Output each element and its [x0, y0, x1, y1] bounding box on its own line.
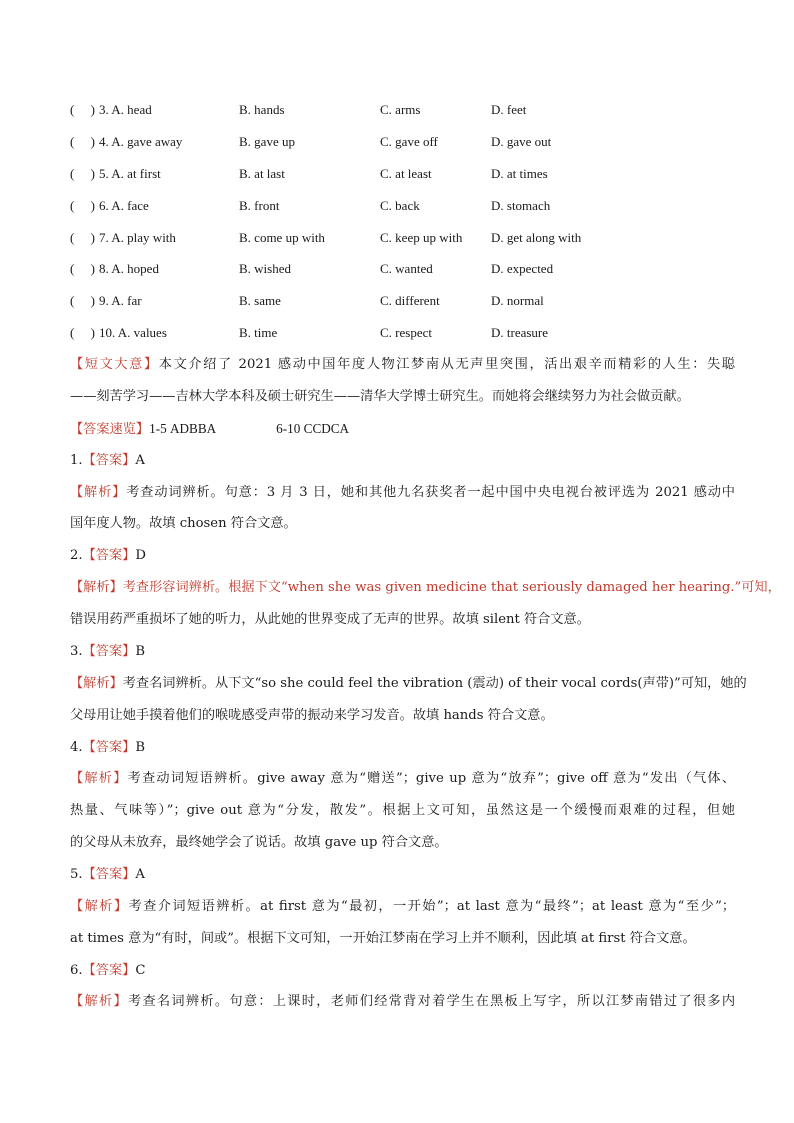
- explanation-line: 【解析】考查介词短语辨析。at first 意为“最初，一开始”；at last 意为“最终”；at least 意为“至少”；: [70, 899, 736, 914]
- answer-label: 1.【答案】A: [70, 453, 145, 468]
- explanation-line: 热量、气味等）”；give out 意为“分发，散发”。根据上文可知，虽然这是一个缓慢而艰难的过程，但她: [70, 803, 735, 818]
- explanation-tag: 【解析】: [70, 994, 128, 1009]
- option-c: C. different: [380, 293, 440, 308]
- explanation-line: 【解析】考查名词辨析。从下文“so she could feel the vibration (震动) of their vocal cords(声带)”可知，她的: [70, 676, 747, 691]
- answer-blank: ( ): [70, 198, 95, 213]
- explanation-line: 父母用让她手摸着他们的喉咙感受声带的振动来学习发音。故填 hands 符合文意。: [70, 708, 554, 723]
- option-b: B. gave up: [239, 134, 295, 149]
- option-a: 7. A. play with: [99, 230, 176, 245]
- answer-label: 5.【答案】A: [70, 867, 145, 882]
- summary-line: [70, 355, 735, 375]
- answer-blank: ( ): [70, 134, 95, 149]
- option-a: 5. A. at first: [99, 166, 161, 181]
- answer-blank: ( ): [70, 293, 95, 308]
- explanation-line: 【解析】考查动词短语辨析。give away 意为“赠送”；give up 意为“放弃”；give off 意为“发出（气体、: [70, 771, 736, 786]
- answer-blank: ( ): [70, 102, 95, 117]
- summary-text: 本文介绍了 2021 感动中国年度人物江梦南从无声里突围，活出艰辛而精彩的人生：失聪: [158, 357, 735, 372]
- explanation-tag: 【解析】: [70, 899, 129, 914]
- answer-blank: ( ): [70, 166, 95, 181]
- option-c: C. arms: [380, 102, 421, 117]
- explanation-tag: 【解析】: [70, 580, 123, 595]
- answer-label: 3.【答案】B: [70, 644, 146, 659]
- quick-answers: [70, 419, 735, 440]
- option-d: D. at times: [491, 166, 548, 181]
- explanation-line: 【解析】考查形容词辨析。根据下文“when she was given medicine that seriously damaged her hearing.”可知，: [70, 580, 781, 595]
- quick-answers-tag: 【答案速览】: [70, 422, 150, 437]
- option-a: 10. A. values: [99, 325, 167, 340]
- quick-answers-6-10: 6-10 CCDCA: [276, 421, 350, 436]
- option-b: B. time: [239, 325, 278, 340]
- explanation-line: 【解析】考查名词辨析。句意：上课时，老师们经常背对着学生在黑板上写字，所以江梦南错过了很多内: [70, 994, 736, 1009]
- summary-line: ——刻苦学习——吉林大学本科及硕士研究生——清华大学博士研究生。而她将会继续努力为社会做贡献。: [70, 389, 690, 404]
- answer-blank: ( ): [70, 261, 95, 276]
- summary-tag: 【短文大意】: [70, 357, 159, 372]
- option-d: D. normal: [491, 293, 544, 308]
- option-a: 6. A. face: [99, 198, 149, 213]
- option-d: D. stomach: [491, 198, 551, 213]
- option-b: B. come up with: [239, 230, 325, 245]
- answer-label: 4.【答案】B: [70, 740, 146, 755]
- option-b: B. front: [239, 198, 280, 213]
- option-d: D. expected: [491, 261, 554, 276]
- explanation-tag: 【解析】: [70, 676, 123, 691]
- option-d: D. get along with: [491, 230, 582, 245]
- option-c: C. wanted: [380, 261, 433, 276]
- explanation-tag: 【解析】: [70, 485, 127, 500]
- explanation-line: at times 意为“有时，间或”。根据下文可知，一开始江梦南在学习上并不顺利，因此填 at first 符合文意。: [70, 931, 696, 946]
- explanation-tag: 【解析】: [70, 771, 128, 786]
- quick-answers-1-5: 1-5 ADBBA: [149, 421, 217, 436]
- answer-blank: ( ): [70, 230, 95, 245]
- answer-label: 2.【答案】D: [70, 548, 146, 563]
- explanation-line: 国年度人物。故填 chosen 符合文意。: [70, 516, 297, 531]
- option-a: 3. A. head: [99, 102, 152, 117]
- option-a: 4. A. gave away: [99, 134, 183, 149]
- option-c: C. respect: [380, 325, 432, 340]
- option-b: B. same: [239, 293, 281, 308]
- option-d: D. gave out: [491, 134, 552, 149]
- answer-blank: ( ): [70, 325, 95, 340]
- option-c: C. at least: [380, 166, 432, 181]
- explanation-line: 错误用药严重损坏了她的听力，从此她的世界变成了无声的世界。故填 silent 符合文意。: [70, 612, 590, 627]
- explanation-line: 的父母从未放弃，最终她学会了说话。故填 gave up 符合文意。: [70, 835, 448, 850]
- option-b: B. at last: [239, 166, 285, 181]
- option-b: B. wished: [239, 261, 291, 276]
- answer-label: 6.【答案】C: [70, 963, 146, 978]
- explanation-line: 【解析】考查动词辨析。句意：3 月 3 日，她和其他九名获奖者一起中国中央电视台被评选为 2021 感动中: [70, 485, 735, 500]
- option-d: D. feet: [491, 102, 527, 117]
- option-a: 8. A. hoped: [99, 261, 159, 276]
- option-c: C. gave off: [380, 134, 438, 149]
- option-a: 9. A. far: [99, 293, 142, 308]
- option-c: C. back: [380, 198, 420, 213]
- option-b: B. hands: [239, 102, 285, 117]
- option-d: D. treasure: [491, 325, 549, 340]
- option-c: C. keep up with: [380, 230, 463, 245]
